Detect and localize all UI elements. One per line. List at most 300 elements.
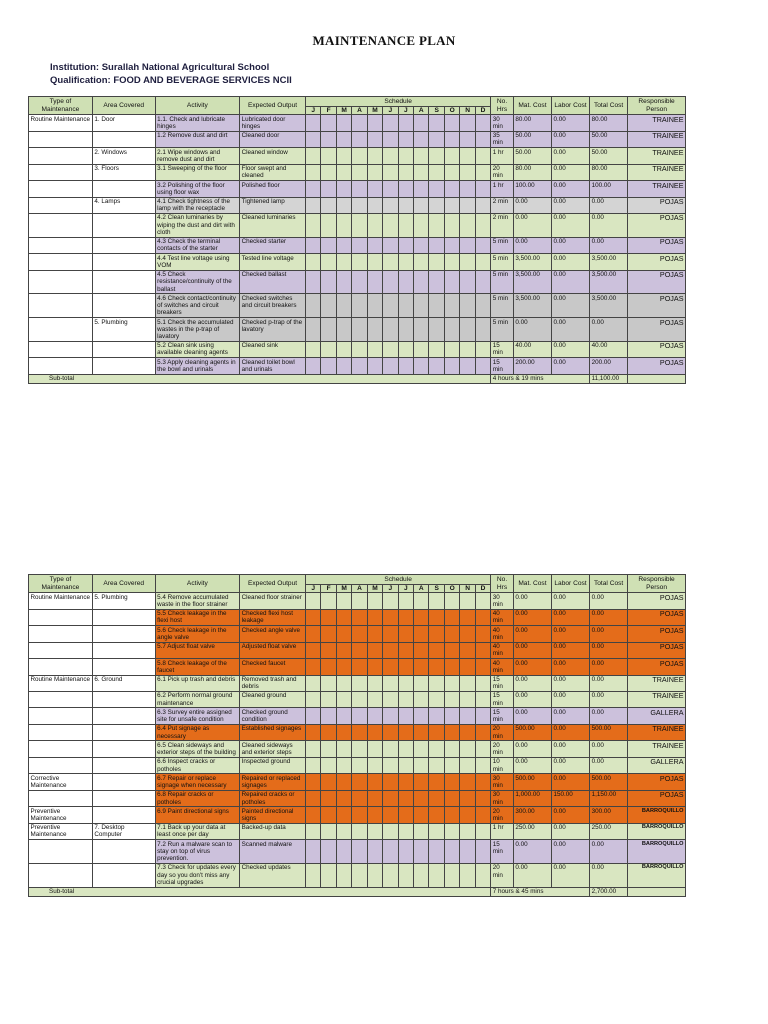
schedule-month-cell <box>383 609 398 625</box>
area-cell <box>92 609 155 625</box>
header-type: Type of Maintenance <box>29 97 93 115</box>
month-feb: F <box>321 106 336 115</box>
schedule-month-cell <box>367 213 382 237</box>
month-jan: J <box>305 106 320 115</box>
schedule-month-cell <box>460 270 475 294</box>
schedule-month-cell <box>352 691 367 707</box>
schedule-month-cell <box>460 708 475 724</box>
total-cost-cell: 500.00 <box>590 774 628 790</box>
schedule-month-cell <box>383 691 398 707</box>
schedule-month-cell <box>444 823 459 839</box>
area-cell <box>92 213 155 237</box>
responsible-cell: POJAS <box>628 790 686 806</box>
schedule-month-cell <box>352 358 367 374</box>
hours-cell: 40 min <box>491 609 514 625</box>
responsible-cell: POJAS <box>628 774 686 790</box>
schedule-month-cell <box>444 691 459 707</box>
mat-cost-cell: 250.00 <box>513 823 551 839</box>
schedule-month-cell <box>367 148 382 164</box>
header-hrs: No. Hrs <box>491 97 514 115</box>
output-cell: Checked ballast <box>240 270 306 294</box>
responsible-cell: GALLERA <box>628 757 686 773</box>
schedule-month-cell <box>414 593 429 609</box>
schedule-month-cell <box>414 807 429 823</box>
activity-cell: 5.2 Clean sink using available cleaning agents <box>155 341 239 357</box>
schedule-month-cell <box>305 774 320 790</box>
schedule-month-cell <box>336 642 351 658</box>
schedule-month-cell <box>444 237 459 253</box>
schedule-month-cell <box>414 659 429 675</box>
schedule-month-cell <box>352 626 367 642</box>
schedule-month-cell <box>321 807 336 823</box>
schedule-month-cell <box>321 741 336 757</box>
table-row <box>29 741 686 757</box>
schedule-month-cell <box>321 358 336 374</box>
schedule-month-cell <box>475 823 490 839</box>
schedule-month-cell <box>460 807 475 823</box>
table-row <box>29 626 686 642</box>
schedule-month-cell <box>429 213 444 237</box>
table-row <box>29 358 686 374</box>
month-jul: J <box>398 106 413 115</box>
type-cell <box>29 341 93 357</box>
schedule-month-cell <box>460 237 475 253</box>
month-aug: A <box>414 106 429 115</box>
total-cost-cell: 0.00 <box>590 741 628 757</box>
schedule-month-cell <box>336 237 351 253</box>
month-jul: J <box>398 584 413 593</box>
schedule-month-cell <box>367 254 382 270</box>
schedule-month-cell <box>367 863 382 887</box>
month-feb: F <box>321 584 336 593</box>
responsible-cell: GALLERA <box>628 708 686 724</box>
total-cost-cell: 1,150.00 <box>590 790 628 806</box>
schedule-month-cell <box>414 148 429 164</box>
area-cell: 6. Ground <box>92 675 155 691</box>
labor-cost-cell: 0.00 <box>551 237 589 253</box>
total-cost-cell: 100.00 <box>590 181 628 197</box>
schedule-month-cell <box>429 164 444 180</box>
table-2-body <box>29 593 686 897</box>
mat-cost-cell: 0.00 <box>513 675 551 691</box>
schedule-month-cell <box>367 181 382 197</box>
area-cell <box>92 840 155 864</box>
labor-cost-cell: 0.00 <box>551 724 589 740</box>
hours-cell: 5 min <box>491 318 514 342</box>
area-cell <box>92 757 155 773</box>
mat-cost-cell: 0.00 <box>513 318 551 342</box>
schedule-month-cell <box>475 863 490 887</box>
schedule-month-cell <box>414 164 429 180</box>
schedule-month-cell <box>321 270 336 294</box>
schedule-month-cell <box>475 341 490 357</box>
schedule-month-cell <box>352 115 367 131</box>
schedule-month-cell <box>444 807 459 823</box>
type-cell: Routine Maintenance <box>29 593 93 609</box>
type-cell <box>29 724 93 740</box>
output-cell: Cleaned sideways and exterior steps <box>240 741 306 757</box>
labor-cost-cell: 0.00 <box>551 341 589 357</box>
area-cell <box>92 626 155 642</box>
schedule-month-cell <box>460 790 475 806</box>
subtotal-hours: 7 hours & 45 mins <box>491 887 590 896</box>
labor-cost-cell: 0.00 <box>551 164 589 180</box>
total-cost-cell: 500.00 <box>590 724 628 740</box>
total-cost-cell: 0.00 <box>590 757 628 773</box>
schedule-month-cell <box>305 115 320 131</box>
schedule-month-cell <box>475 181 490 197</box>
schedule-month-cell <box>305 197 320 213</box>
schedule-month-cell <box>336 675 351 691</box>
total-cost-cell: 0.00 <box>590 708 628 724</box>
type-cell <box>29 840 93 864</box>
schedule-month-cell <box>398 181 413 197</box>
schedule-month-cell <box>475 148 490 164</box>
hours-cell: 2 min <box>491 213 514 237</box>
schedule-month-cell <box>475 237 490 253</box>
area-cell <box>92 741 155 757</box>
output-cell: Cleaned door <box>240 131 306 147</box>
schedule-month-cell <box>383 807 398 823</box>
hours-cell: 20 min <box>491 164 514 180</box>
schedule-month-cell <box>336 659 351 675</box>
responsible-cell: POJAS <box>628 609 686 625</box>
maintenance-table-2 <box>28 574 686 897</box>
schedule-month-cell <box>444 840 459 864</box>
schedule-month-cell <box>414 642 429 658</box>
month-oct: O <box>444 106 459 115</box>
schedule-month-cell <box>367 626 382 642</box>
area-cell <box>92 724 155 740</box>
labor-cost-cell: 0.00 <box>551 115 589 131</box>
schedule-month-cell <box>475 115 490 131</box>
total-cost-cell: 0.00 <box>590 642 628 658</box>
schedule-month-cell <box>367 609 382 625</box>
schedule-month-cell <box>336 840 351 864</box>
schedule-month-cell <box>444 790 459 806</box>
schedule-month-cell <box>414 691 429 707</box>
schedule-month-cell <box>367 691 382 707</box>
schedule-month-cell <box>305 593 320 609</box>
schedule-month-cell <box>460 823 475 839</box>
subtotal-hours: 4 hours & 19 mins <box>491 374 590 383</box>
hours-cell: 2 min <box>491 197 514 213</box>
area-cell <box>92 659 155 675</box>
output-cell: Tightened lamp <box>240 197 306 213</box>
hours-cell: 1 hr <box>491 181 514 197</box>
table-row <box>29 254 686 270</box>
schedule-month-cell <box>414 270 429 294</box>
schedule-month-cell <box>444 318 459 342</box>
schedule-month-cell <box>460 863 475 887</box>
responsible-cell: BARROQUILLO <box>628 840 686 864</box>
responsible-cell: POJAS <box>628 197 686 213</box>
schedule-month-cell <box>429 774 444 790</box>
schedule-month-cell <box>336 757 351 773</box>
labor-cost-cell: 0.00 <box>551 358 589 374</box>
schedule-month-cell <box>367 741 382 757</box>
schedule-month-cell <box>336 823 351 839</box>
area-cell: 3. Floors <box>92 164 155 180</box>
schedule-month-cell <box>352 237 367 253</box>
area-cell <box>92 807 155 823</box>
area-cell <box>92 708 155 724</box>
responsible-cell: TRAINEE <box>628 691 686 707</box>
schedule-month-cell <box>321 757 336 773</box>
schedule-month-cell <box>383 659 398 675</box>
schedule-month-cell <box>475 642 490 658</box>
schedule-month-cell <box>305 358 320 374</box>
schedule-month-cell <box>429 318 444 342</box>
activity-cell: 2.1 Wipe windows and remove dust and dirt <box>155 148 239 164</box>
labor-cost-cell: 0.00 <box>551 254 589 270</box>
schedule-month-cell <box>398 609 413 625</box>
type-cell <box>29 642 93 658</box>
activity-cell: 1.2 Remove dust and dirt <box>155 131 239 147</box>
month-jun: J <box>383 106 398 115</box>
schedule-month-cell <box>383 823 398 839</box>
header-total-cost: Total Cost <box>590 97 628 115</box>
schedule-month-cell <box>336 181 351 197</box>
schedule-month-cell <box>321 164 336 180</box>
labor-cost-cell: 0.00 <box>551 294 589 318</box>
labor-cost-cell: 0.00 <box>551 675 589 691</box>
subtotal-label: Sub-total <box>29 374 491 383</box>
mat-cost-cell: 80.00 <box>513 115 551 131</box>
activity-cell: 4.5 Check resistance/continuity of the ballast <box>155 270 239 294</box>
type-cell <box>29 237 93 253</box>
total-cost-cell: 0.00 <box>590 675 628 691</box>
schedule-month-cell <box>305 254 320 270</box>
type-cell <box>29 609 93 625</box>
mat-cost-cell: 50.00 <box>513 131 551 147</box>
header-output: Expected Output <box>240 97 306 115</box>
schedule-month-cell <box>336 790 351 806</box>
type-cell: Routine Maintenance <box>29 675 93 691</box>
labor-cost-cell: 0.00 <box>551 131 589 147</box>
schedule-month-cell <box>460 254 475 270</box>
schedule-month-cell <box>414 675 429 691</box>
subtotal-total: 11,100.00 <box>590 374 628 383</box>
table-row <box>29 131 686 147</box>
schedule-month-cell <box>305 164 320 180</box>
mat-cost-cell: 0.00 <box>513 642 551 658</box>
schedule-month-cell <box>336 164 351 180</box>
total-cost-cell: 3,500.00 <box>590 270 628 294</box>
schedule-month-cell <box>383 593 398 609</box>
mat-cost-cell: 0.00 <box>513 659 551 675</box>
output-cell: Cleaned sink <box>240 341 306 357</box>
mat-cost-cell: 0.00 <box>513 197 551 213</box>
schedule-month-cell <box>321 213 336 237</box>
activity-cell: 4.4 Test line voltage using VOM <box>155 254 239 270</box>
schedule-month-cell <box>321 823 336 839</box>
labor-cost-cell: 0.00 <box>551 807 589 823</box>
schedule-month-cell <box>352 741 367 757</box>
month-dec: D <box>475 106 490 115</box>
schedule-month-cell <box>414 318 429 342</box>
month-nov: N <box>460 106 475 115</box>
schedule-month-cell <box>321 294 336 318</box>
total-cost-cell: 0.00 <box>590 609 628 625</box>
total-cost-cell: 0.00 <box>590 593 628 609</box>
header-type: Type of Maintenance <box>29 575 93 593</box>
schedule-month-cell <box>444 294 459 318</box>
schedule-month-cell <box>321 341 336 357</box>
schedule-month-cell <box>321 863 336 887</box>
total-cost-cell: 0.00 <box>590 691 628 707</box>
type-cell <box>29 659 93 675</box>
type-cell: Routine Maintenance <box>29 115 93 131</box>
schedule-month-cell <box>398 863 413 887</box>
schedule-month-cell <box>398 164 413 180</box>
table-row <box>29 270 686 294</box>
type-cell <box>29 741 93 757</box>
schedule-month-cell <box>444 659 459 675</box>
type-cell <box>29 708 93 724</box>
institution-line: Institution: Surallah National Agricultural School <box>50 62 270 73</box>
header-total-cost: Total Cost <box>590 575 628 593</box>
type-cell <box>29 294 93 318</box>
responsible-cell: POJAS <box>628 294 686 318</box>
activity-cell: 6.7 Repair or replace signage when necessary <box>155 774 239 790</box>
schedule-month-cell <box>429 270 444 294</box>
schedule-month-cell <box>367 593 382 609</box>
output-cell: Checked starter <box>240 237 306 253</box>
schedule-month-cell <box>383 863 398 887</box>
mat-cost-cell: 0.00 <box>513 741 551 757</box>
table-row <box>29 675 686 691</box>
schedule-month-cell <box>444 270 459 294</box>
schedule-month-cell <box>305 757 320 773</box>
activity-cell: 1.1. Check and lubricate hinges <box>155 115 239 131</box>
schedule-month-cell <box>414 823 429 839</box>
output-cell: Polished floor <box>240 181 306 197</box>
schedule-month-cell <box>321 774 336 790</box>
schedule-month-cell <box>321 148 336 164</box>
schedule-month-cell <box>414 708 429 724</box>
table-row <box>29 774 686 790</box>
schedule-month-cell <box>475 593 490 609</box>
schedule-month-cell <box>475 294 490 318</box>
responsible-cell: POJAS <box>628 341 686 357</box>
schedule-month-cell <box>383 294 398 318</box>
table-row <box>29 318 686 342</box>
header-hrs: No. Hrs <box>491 575 514 593</box>
schedule-month-cell <box>352 318 367 342</box>
schedule-month-cell <box>305 691 320 707</box>
schedule-month-cell <box>383 197 398 213</box>
schedule-month-cell <box>475 254 490 270</box>
labor-cost-cell: 0.00 <box>551 642 589 658</box>
schedule-month-cell <box>414 741 429 757</box>
total-cost-cell: 80.00 <box>590 164 628 180</box>
schedule-month-cell <box>429 181 444 197</box>
schedule-month-cell <box>352 181 367 197</box>
area-cell <box>92 294 155 318</box>
area-cell <box>92 254 155 270</box>
schedule-month-cell <box>414 294 429 318</box>
activity-cell: 6.9 Paint directional signs <box>155 807 239 823</box>
schedule-month-cell <box>460 659 475 675</box>
table-row <box>29 840 686 864</box>
table-row <box>29 593 686 609</box>
table-row <box>29 115 686 131</box>
schedule-month-cell <box>429 659 444 675</box>
schedule-month-cell <box>429 237 444 253</box>
schedule-month-cell <box>383 164 398 180</box>
table-row <box>29 863 686 887</box>
responsible-cell: POJAS <box>628 659 686 675</box>
labor-cost-cell: 0.00 <box>551 626 589 642</box>
schedule-month-cell <box>398 774 413 790</box>
type-cell <box>29 318 93 342</box>
type-cell <box>29 863 93 887</box>
schedule-month-cell <box>429 131 444 147</box>
schedule-month-cell <box>336 197 351 213</box>
labor-cost-cell: 0.00 <box>551 863 589 887</box>
header-area: Area Covered <box>92 97 155 115</box>
schedule-month-cell <box>383 708 398 724</box>
schedule-month-cell <box>398 213 413 237</box>
schedule-month-cell <box>367 724 382 740</box>
schedule-month-cell <box>444 757 459 773</box>
schedule-month-cell <box>305 708 320 724</box>
area-cell: 1. Door <box>92 115 155 131</box>
schedule-month-cell <box>460 642 475 658</box>
schedule-month-cell <box>305 659 320 675</box>
schedule-month-cell <box>475 807 490 823</box>
schedule-month-cell <box>305 131 320 147</box>
total-cost-cell: 3,500.00 <box>590 294 628 318</box>
mat-cost-cell: 0.00 <box>513 708 551 724</box>
schedule-month-cell <box>336 131 351 147</box>
schedule-month-cell <box>460 741 475 757</box>
schedule-month-cell <box>429 675 444 691</box>
total-cost-cell: 0.00 <box>590 213 628 237</box>
schedule-month-cell <box>305 294 320 318</box>
schedule-month-cell <box>383 675 398 691</box>
schedule-month-cell <box>429 642 444 658</box>
labor-cost-cell: 0.00 <box>551 691 589 707</box>
schedule-month-cell <box>460 115 475 131</box>
schedule-month-cell <box>414 358 429 374</box>
schedule-month-cell <box>444 708 459 724</box>
schedule-month-cell <box>383 318 398 342</box>
schedule-month-cell <box>460 626 475 642</box>
table-row <box>29 708 686 724</box>
schedule-month-cell <box>429 626 444 642</box>
table-1-body <box>29 115 686 384</box>
schedule-month-cell <box>414 840 429 864</box>
schedule-month-cell <box>352 593 367 609</box>
mat-cost-cell: 500.00 <box>513 724 551 740</box>
type-cell <box>29 626 93 642</box>
month-may: M <box>367 584 382 593</box>
labor-cost-cell: 0.00 <box>551 823 589 839</box>
area-cell: 2. Windows <box>92 148 155 164</box>
schedule-month-cell <box>444 254 459 270</box>
responsible-cell: BARROQUILLO <box>628 823 686 839</box>
schedule-month-cell <box>367 840 382 864</box>
schedule-month-cell <box>383 757 398 773</box>
hours-cell: 5 min <box>491 237 514 253</box>
output-cell: Tested line voltage <box>240 254 306 270</box>
schedule-month-cell <box>305 823 320 839</box>
mat-cost-cell: 3,500.00 <box>513 294 551 318</box>
labor-cost-cell: 0.00 <box>551 741 589 757</box>
mat-cost-cell: 300.00 <box>513 807 551 823</box>
